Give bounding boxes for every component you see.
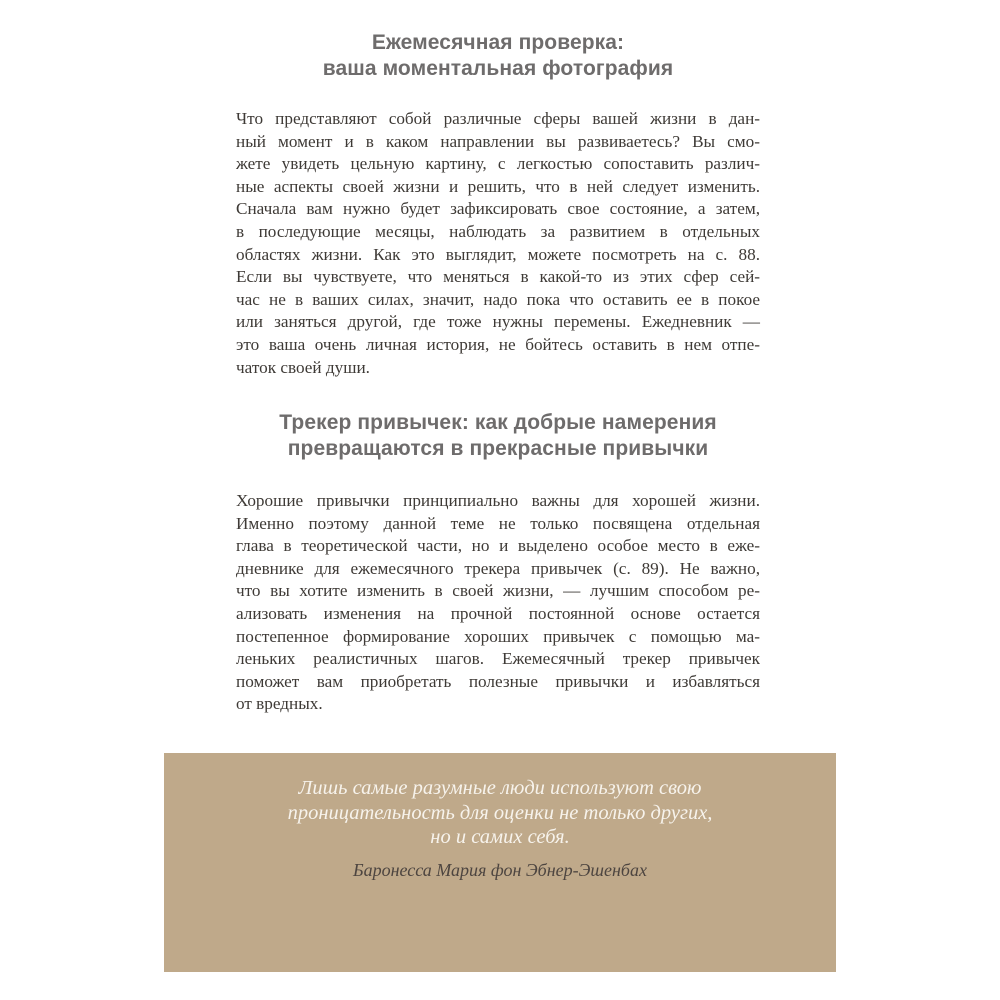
paragraph-line: областях жизни. Как это выглядит, можете посмотреть на с. 88. [236, 244, 760, 264]
paragraph-line: ный момент и в каком направлении вы развиваетесь? Вы смо- [236, 131, 760, 151]
paragraph-line: Хорошие привычки принципиально важны для хорошей жизни. [236, 491, 760, 510]
paragraph-line: жете увидеть цельную картину, с легкостью сопоставить различ- [236, 154, 760, 174]
paragraph-line: дневнике для ежемесячного трекера привычек (с. 89). Не важно, [236, 558, 760, 578]
paragraph-line: ализовать изменения на прочной постоянной основе остается [236, 603, 760, 623]
quote-line: Лишь самые разумные люди используют свою [298, 777, 702, 799]
section-heading [236, 30, 760, 82]
paragraph-line: в последующие месяцы, наблюдать за развитием в отдельных [236, 221, 760, 241]
paragraph-line: поможет вам приобретать полезные привычки и избавляться [236, 671, 760, 691]
paragraph-line: Сначала вам нужно будет зафиксировать свое состояние, а затем, [236, 199, 760, 219]
section-heading [236, 410, 760, 462]
paragraph-line: от вредных. [236, 694, 323, 714]
heading-line: превращаются в прекрасные привычки [287, 437, 709, 460]
quote-line: проницательность для оценки не только других, [287, 801, 713, 824]
heading-line: Трекер привычек: как добрые намерения [279, 411, 717, 434]
quote-box [164, 753, 836, 972]
paragraph-line: глава в теоретической части, но и выделено особое место в еже- [236, 536, 760, 556]
heading-line: Ежемесячная проверка: [371, 31, 625, 54]
section-habit-tracker [236, 410, 760, 716]
paragraph-line: чаток своей души. [236, 357, 370, 377]
paragraph-line: час не в ваших силах, значит, надо пока что оставить ее в покое [236, 289, 760, 309]
paragraph-line: это ваша очень личная история, не бойтесь оставить в нем отпе- [236, 334, 760, 354]
quote-line: но и самих себя. [430, 826, 570, 848]
paragraph-line: Именно поэтому данной теме не только посвящена отдельная [236, 513, 760, 533]
paragraph-line: Что представляют собой различные сферы вашей жизни в дан- [236, 109, 760, 128]
paragraph-line: постепенное формирование хороших привычек с помощью ма- [236, 626, 760, 646]
section-paragraph [236, 108, 760, 379]
quote-text [164, 776, 836, 850]
paragraph-line: что вы хотите изменить в своей жизни, — лучшим способом ре- [236, 581, 760, 601]
paragraph-line: или заняться другой, где тоже нужны перемены. Ежедневник — [236, 312, 760, 332]
paragraph-line: Если вы чувствуете, что меняться в какой-то из этих сфер сей- [236, 267, 760, 287]
heading-line: ваша моментальная фотография [322, 57, 674, 80]
section-monthly-review [236, 30, 760, 379]
paragraph-line: леньких реалистичных шагов. Ежемесячный трекер привычек [236, 649, 760, 669]
section-paragraph [236, 490, 760, 716]
paragraph-line: ные аспекты своей жизни и решить, что в ней следует изменить. [236, 176, 760, 196]
quote-author: Баронесса Мария фон Эбнер-Эшенбах [353, 860, 647, 880]
